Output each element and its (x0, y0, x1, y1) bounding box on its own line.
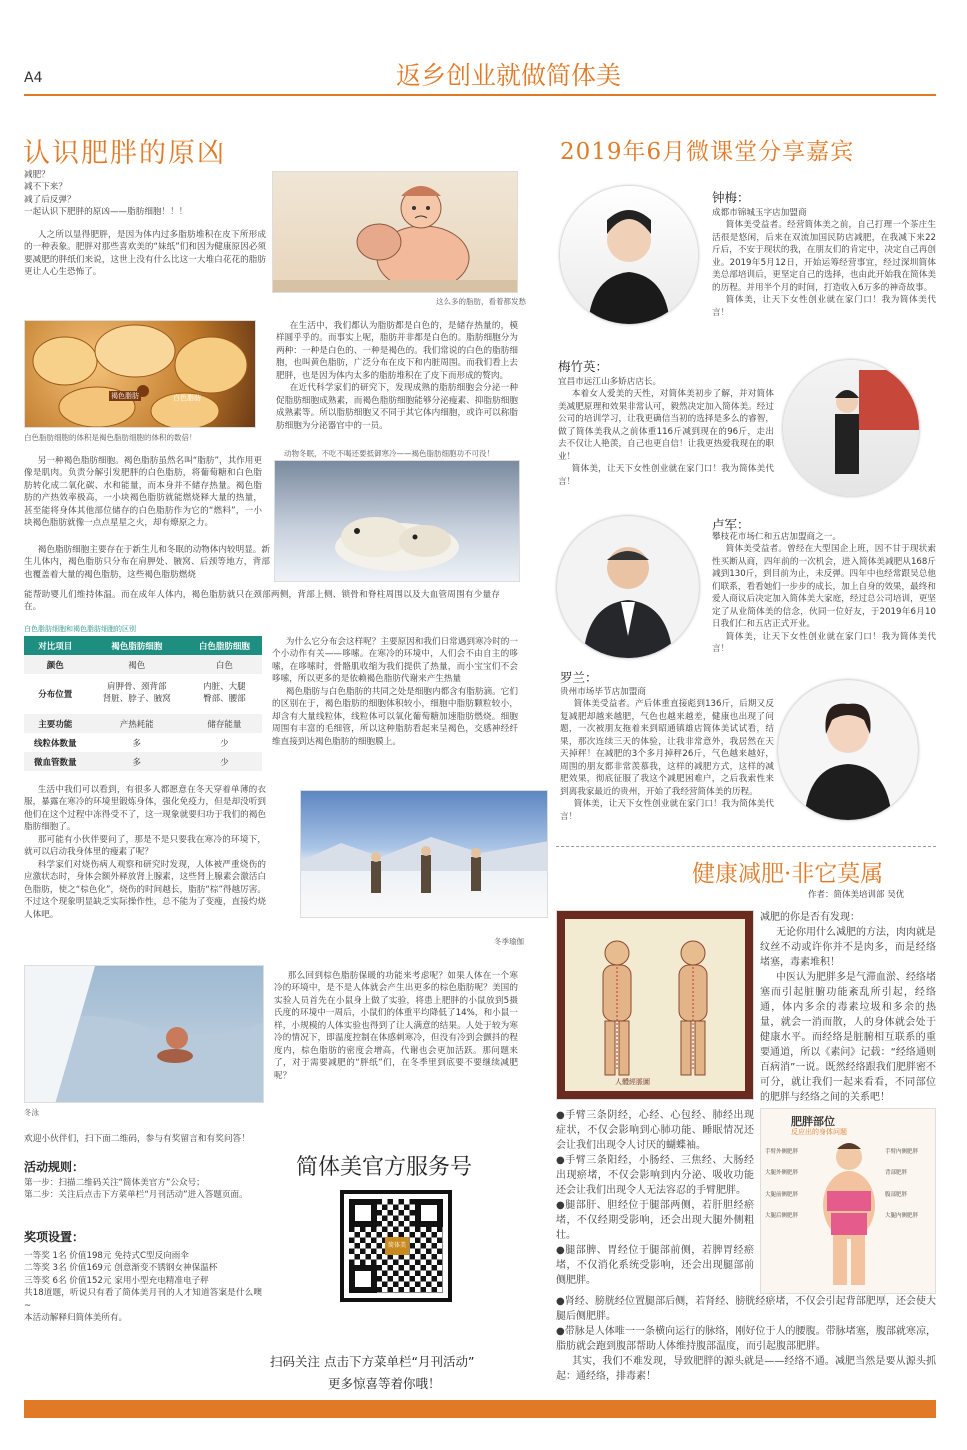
fat-label: 背部肥胖 (885, 1170, 908, 1177)
table-row: 颜色 褐色 白色 (24, 655, 262, 674)
guest-text-zhongmei: 成都市锦城玉字店加盟商 简体美受益者。经营简体美之前，自己打理一个茶庄生活很是悠闲，后来在双流加国民防店减肥，在我减下来22斤后，不安于现状的我，在朋友们的肯定中，决定自己再创业。2019年5月12日，开始运筹经营事宜，经过深圳简体美总部培训后，更坚定自己的选择，也由此开始我在简体美的历程。并用半个月的时间，打造收入6万多的神奇故事。 简体美，让天下女性创业就在家门口！我为简体美代言！ (712, 208, 936, 318)
meridian-chart-image (556, 910, 754, 1100)
qr-line-1: 扫码关注 点击下方菜单栏“月刊活动” (270, 1354, 475, 1369)
paragraph-4: 褐色脂肪细胞主要存在于新生儿和冬眠的动物体内较明显。新生儿体内，褐色脂肪只分布在肩胛处、腋窝、后颈等地方，背部也覆盖着大量的褐色脂肪，这些褐色脂肪燃烧 (24, 545, 270, 580)
guest-photo-lujun (557, 516, 699, 658)
table-row: 线粒体数量 多 少 (34, 738, 229, 749)
winter-yoga-caption: 冬季瑜伽 (494, 937, 524, 946)
prize-title: 奖项设置： (24, 1230, 85, 1244)
paragraph-7: 生活中我们可以看到，有很多人都愿意在冬天穿着单薄的衣服，暴露在寒冷的环境里锻炼身体，强化免疫力，但是却没听到他们在这个过程中冻得受不了，这一现象就要归功于我们的褐色脂肪细胞了。 那可能有小伙伴要问了，那是不是只要我在寒冷的环境下，就可以启动我身体里的瘦素了呢？ 科学家们对烧伤病人观察和研究时发现，人体被严重烧伤的应激状态时，身体会额外释放肾上腺素，这些肾上腺素会激活白色脂肪，使之“棕色化”，烧伤的时间越长，脂肪“棕”得越厉害。不过这个现象明显缺乏实际操作性，总不能为了变瘦，直接灼烧人体吧。 (24, 785, 266, 920)
fat-label: 大腿后侧肥胖 (765, 1213, 799, 1220)
bear-caption: 动物冬眠，不吃不喝还要抵御寒冷——褐色脂肪细胞功不可没！ (284, 449, 494, 458)
qr-line-2: 更多惊喜等着你哦！ (328, 1376, 441, 1391)
fat-label: 大腿内侧肥胖 (885, 1213, 919, 1220)
paragraph-5: 为什么它分布会这样呢？主要原因和我们日常遇到寒冷时的一个小动作有关——哆嗦。在寒冷的环境中，人们会不由自主的哆嗦，在哆嗦时，骨骼肌收缩为我们提供了热量，而小宝宝们不会哆嗦，所以更多的是依赖褐色脂肪代谢来产生热量 褐色脂肪与白色脂肪的共同之处是细胞内都含有脂肪滴。它们的区别在于，褐色脂肪的细胞体积较小，细胞中脂肪颗粒较小，却含有大量线粒体，线粒体可以氧化葡萄糖加速脂肪燃烧。细胞周围有丰富的毛细管，所以这种脂肪看起来呈褐色，交感神经纤维直接到达褐色脂肪的细胞膜上。 (272, 637, 518, 747)
rules-list: 第一步：扫描二维码关注“简体美官方”公众号； 第二步：关注后点击下方菜单栏“月刊活动”进入答题页面。 (24, 1178, 248, 1201)
section-title-guests: 2019年6月微课堂分享嘉宾 (560, 139, 855, 165)
table-header: 褐色脂肪细胞 (87, 636, 187, 655)
fat-label: 大腿前侧肥胖 (765, 1191, 799, 1198)
prize-list: 一等奖 1名 价值198元 免持式C型反向雨伞 二等奖 3名 价值169元 创意渐变不锈钢女神保温杯 三等奖 6名 价值152元 家用小型充电精准电子秤 共18道题，听说只有看了简体美月刊的人才知道答案是什么噢~ 本活动解释归简体美所有。 (24, 1251, 262, 1324)
paragraph-1: 人之所以显得肥胖，是因为体内过多脂肪堆积在皮下所形成的一种表象。肥胖对那些喜欢美的“妹纸”们和因为健康原因必须要减肥的胖纸们来说，这世上没有什么比这一大堆白花花的脂肪更让人心生恐怖了。 (24, 230, 266, 278)
swimmer-icon (25, 966, 264, 1103)
intro-lines: 减肥？ 减不下来？ 减了后反弹？ 一起认识下肥胖的原凶——脂肪细胞！！！ (24, 170, 188, 218)
guest-text-meizhuying: 宜昌市远江山多娇店店长。 本着女人爱美的天性，对简体美初步了解，并对简体美减肥原理和效果非常认可，毅然决定加入简体美。经过公司的培训学习，让我更确信当初的选择是多么的睿智，做了简体美我从之前体重116斤减到现在的96斤，走出去不仅让人艳羡，自己也更自信！让我更热爱我现在的职业！ 简体美，让天下女性创业就在家门口！我为简体美代言！ (558, 377, 774, 487)
fat-label: 腹部肥胖 (885, 1191, 908, 1198)
meridian-intro: 减肥的你是否有发现： 无论你用什么减肥的方法，肉肉就是纹丝不动或许你并不是肉多，而是经络堵塞，毒素堆积！ 中医认为肥胖多是气滞血淤、经络堵塞而引起脏腑功能紊乱所引起，经络通，体内多余的毒素垃圾和多余的热量，就会一消而散，人的身体就会处于健康水平。而经络是脏腑相互联系的重要通道，所以《素问》记载：“经络通则百病消”一说。既然经络跟我们肥胖密不可分，就让我们一起来看看，不同部位的肥胖与经络之间的关系吧！ (760, 912, 936, 1103)
winter-swim-caption: 冬泳 (24, 1108, 39, 1117)
brown-fat-label: 褐色脂肪 (111, 392, 139, 400)
table-row: 主要功能 产热耗能 储存能量 (24, 714, 262, 733)
fat-infographic-title: 肥胖部位 (791, 1115, 835, 1128)
page-headline: 返乡创业就做简体美 (396, 61, 622, 90)
fat-comparison-table (24, 636, 262, 771)
fat-cells-image (24, 320, 256, 428)
fat-label: 手臂内侧肥胖 (885, 1149, 919, 1155)
polar-bear-icon (275, 461, 520, 582)
meridian-bullets-wide: ●肾经、膀胱经位置腿部后侧，若肾经、膀胱经瘀堵，不仅会引起背部肥厚，还会使大腿后侧肥胖。 ●带脉是人体唯一一条横向运行的脉络，刚好位于人的腰腹。带脉堵塞，腹部就寒凉，脂肪就会跑到腹部帮助人体维持腹部温度，而引起腹部肥胖。 其实，我们不难发现，导致肥胖的源头就是——经络不通。减肥当然是要从源头抓起：通经络，排毒素！ (556, 1296, 936, 1382)
guest-name-meizhuying: 梅竹英： (558, 359, 609, 374)
rules-title: 活动规则： (24, 1160, 85, 1174)
paragraph-8: 那么回到棕色脂肪保暖的功能来考虑呢？如果人体在一个寒冷的环境中，是不是人体就会产生出更多的棕色脂肪呢？美国的实验人员首先在小鼠身上做了实验，将患上肥胖的小鼠放到5摄氏度的环境中一周后，小鼠们的体重平均降低了14%，和小鼠一样，小规模的人体实验也得到了让人满意的结果。人处于较为寒冷的情况下，即温度控制在体感刺寒冷，但没有冷到会颤抖的程度内，棕色脂肪的密度会增高，代谢也会更加活跃。那问题来了，对于需要减肥的“胖纸”们，在冬季里到底要不要继续减肥呢？ (274, 971, 518, 1081)
white-fat-label: 白色脂肪 (173, 394, 201, 402)
guest-text-lujun: 攀枝花市场仁和五店加盟商之一。 简体美受益者。曾经在大型国企上班，因不甘于现状索性买断从商，四年前的一次机会，进入简体美减肥从168斤减到130斤，到目前为止，未反弹。四年中也经常跟吴总他们联系，看看她们一步步的成长，加上自身的效果，最终和爱人商议后决定加入简体美大家庭，经过总公司培训，更坚定了从业简体美的信念，伙同一位好友，于2019年6月10日我们仁和五店正式开业。 简体美，让天下女性创业就在家门口！我为简体美代言！ (712, 532, 936, 655)
page-number: A4 (24, 70, 43, 86)
paragraph-4b: 能帮助婴儿们维持体温。而在成年人体内，褐色脂肪就只在颈部两侧，背部上侧、锁骨和脊柱周围以及大血管周围有少量存在。 (24, 590, 500, 613)
paragraph-2: 在生活中，我们都认为脂肪都是白色的，是储存热量的，模样圆乎乎的。而事实上呢，脂肪并非都是白色的。脂肪细胞分为两种：一种是白色的、一种是褐色的。我们常说的白色的脂肪细胞，也叫黄色脂肪，广泛分布在皮下和内脏周围。而我们看上去肥胖，也是因为体内太多的脂肪堆积在了皮下而形成的赘肉。 在近代科学家们的研究下，发现成熟的脂肪细胞会分泌一种促脂肪细胞成熟素，而褐色脂肪细胞能够分泌瘦素、抑脂肪细胞成熟素等。所以脂肪细胞又不同于其它体内细胞，或许可以称脂肪细胞为分泌器官中的一员。 (276, 321, 518, 431)
author-line: 作者：简体美培训部 吴优 (808, 890, 905, 900)
meridian-bullets: ●手臂三条阴经，心经、心包经、肺经出现症状，不仅会影响到心肺功能、睡眠情况还会让我们出现令人讨厌的蝴蝶袖。 ●手臂三条阳经，小肠经、三焦经、大肠经出现瘀堵，不仅会影响到内分泌、吸收功能还会让我们出现令人无法容忍的手臂肥胖。 ●腿部肝、胆经位于腿部两侧，若肝胆经瘀堵，不仅经期受影响，还会出现大腿外侧粗壮。 ●腿部脾、胃经位于腿部前侧，若脾胃经瘀堵，不仅消化系统受影响，还会出现腿部前侧肥胖。 (556, 1110, 754, 1286)
table-row: 分布位置 肩胛骨、颈背部 肾脏、脖子、腋窝 内脏、大腿 臀部、腰部 (38, 682, 246, 704)
section-title-healthy: 健康减肥·非它莫属 (692, 861, 884, 887)
footer-bar (24, 1400, 936, 1432)
meridian-body-icon (565, 919, 747, 1093)
header-rule (24, 94, 936, 96)
guest-text-luolan: 贵州市场毕节店加盟商 简体美受益者。产后体重直接彪到136斤，后期又反复减肥却越来越肥，气色也越来越差，健康也出现了问题，一次被朋友拖着来到昭通镇雄店简体美试试看，结果，那次连续三天的体验，让我非常意外，我居然在天天掉秤！在减肥的3个多月掉秤26斤，气色越来越好，周围的朋友都非常羡慕我，这样的减肥方式，这样的减肥效果，彻底征服了我这个减肥困难户，之后我索性来到离我家最近的贵州，开始了我经营简体美的历程。 简体美，让天下女性创业就在家门口！我为简体美代言！ (560, 687, 774, 822)
qr-code[interactable] (340, 1190, 452, 1302)
footer-credits: 月刊协办单位：简体美商学院 主编：康羽 排版：殷果 校对：吴明优 美编助理：郑冰冰 (202, 1421, 602, 1432)
table-header: 白色脂肪细胞 (187, 636, 262, 655)
fat-label: 手臂外侧肥胖 (765, 1149, 799, 1155)
qr-logo: 简体美 (385, 1237, 409, 1255)
guest-photo-luolan (778, 680, 918, 820)
fat-infographic-subtitle: 反应出的身体问题 (791, 1128, 847, 1136)
qr-title: 简体美官方服务号 (296, 1155, 473, 1180)
cartoon-figure-icon (273, 172, 518, 293)
activity-welcome: 欢迎小伙伴们，扫下面二维码，参与有奖留言和有奖问答！ (24, 1134, 250, 1144)
fat-cells-caption: 白色脂肪细胞的体积是褐色脂肪细胞的体积的数倍！ (24, 433, 197, 442)
fat-label: 大腿外侧肥胖 (765, 1170, 799, 1177)
fat-location-infographic (760, 1108, 936, 1294)
guest-photo-zhongmei (560, 186, 698, 324)
fat-comparison-caption: 白色脂肪细胞和褐色脂肪细胞的区别 (24, 625, 136, 633)
cartoon-fat-image (272, 171, 518, 293)
guest-name-lujun: 卢军： (712, 517, 750, 532)
table-header: 对比项目 (24, 636, 87, 655)
section-divider (556, 846, 936, 847)
guest-name-luolan: 罗兰： (560, 670, 598, 685)
polar-bear-image (274, 460, 520, 582)
cartoon-caption: 这么多的脂肪，看着都发愁 (436, 297, 526, 306)
table-row: 微血管数量 多 少 (24, 752, 262, 771)
winter-yoga-image (300, 790, 548, 918)
guest-name-zhongmei: 钟梅： (712, 190, 750, 205)
meridian-chart-caption: 人體經脈圖 (615, 1078, 650, 1086)
winter-swim-image (24, 965, 264, 1103)
yoga-people-icon (301, 791, 548, 918)
paragraph-3: 另一种褐色脂肪细胞。褐色脂肪虽然名叫“脂肪”，其作用更像是肌肉。负责分解引发肥胖的白色脂肪，将葡萄糖和白色脂肪转化成二氧化碳、水和能量，而本身并不储存热量。褐色脂肪的产热效率极高，一小块褐色脂肪就能燃烧释大量的热量，甚至能将身体其他部位储存的白色脂肪作为它的“燃料”，一小块褐色脂肪就像一点点星星之火，却有燎原之力。 (24, 456, 262, 529)
guest-photo-meizhuying (783, 360, 919, 496)
section-title-obesity: 认识肥胖的原凶 (23, 138, 226, 169)
